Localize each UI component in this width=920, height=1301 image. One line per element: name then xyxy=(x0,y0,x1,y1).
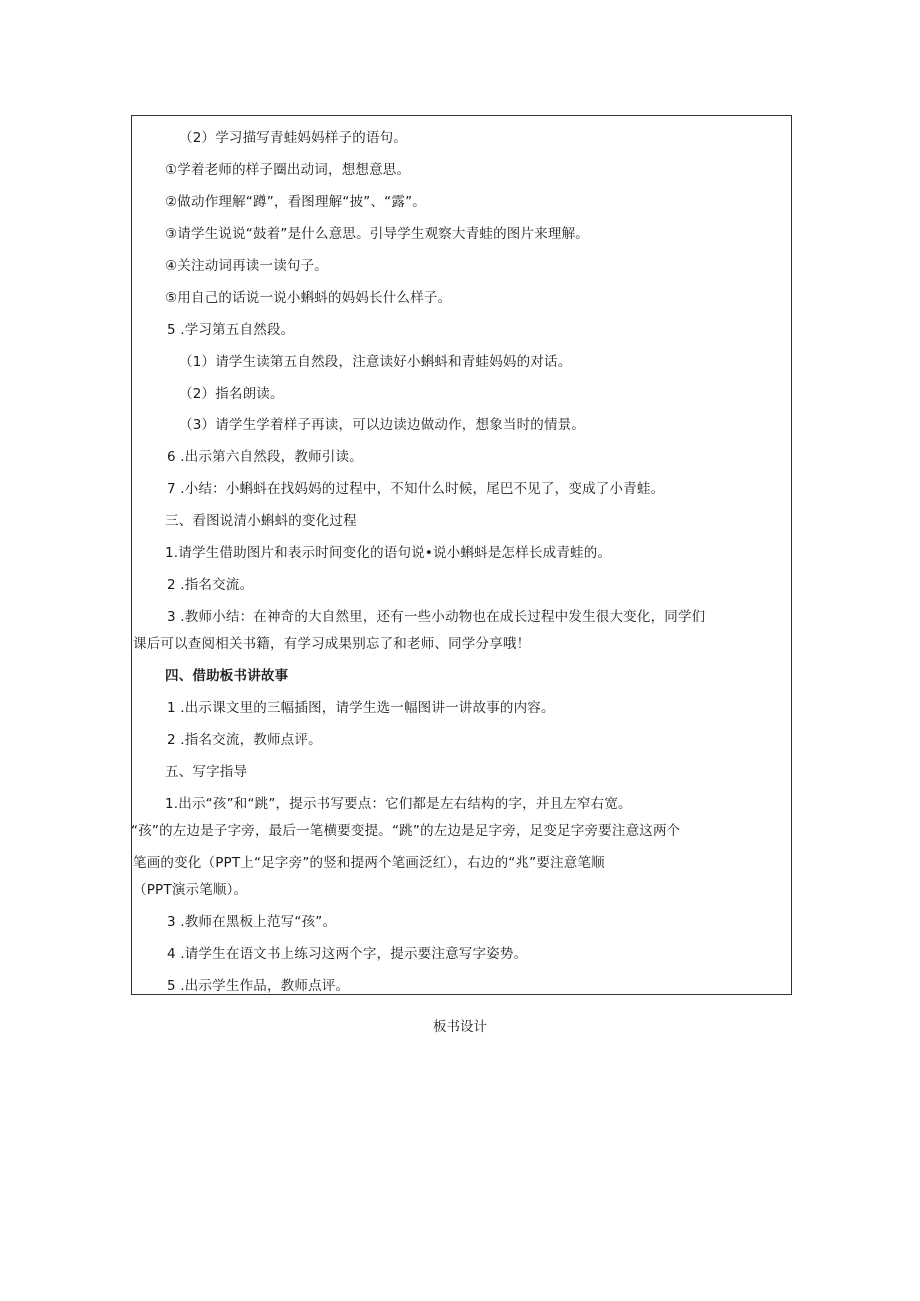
text-line: 课后可以查阅相关书籍，有学习成果别忘了和老师、同学分享哦！ xyxy=(133,636,531,652)
text-line: 5 .出示学生作品，教师点评。 xyxy=(167,978,350,994)
text-line: 7 .小结：小蝌蚪在找妈妈的过程中，不知什么时候，尾巴不见了，变成了小青蛙。 xyxy=(167,481,665,497)
section-heading: 四、借助板书讲故事 xyxy=(165,668,289,684)
text-line: ④关注动词再读一读句子。 xyxy=(165,258,329,274)
text-line: 1.请学生借助图片和表示时间变化的语句说•说小蝌蚪是怎样长成青蛙的。 xyxy=(165,545,612,561)
text-line: （2）学习描写青蛙妈妈样子的语句。 xyxy=(179,130,407,146)
text-line: （2）指名朗读。 xyxy=(179,386,284,402)
board-design-title: 板书设计 xyxy=(433,1019,487,1035)
text-line: 2 .指名交流。 xyxy=(167,577,254,593)
text-line: ③请学生说说“鼓着”是什么意思。引导学生观察大青蛙的图片来理解。 xyxy=(165,226,589,242)
text-line: 4 .请学生在语文书上练习这两个字，提示要注意写字姿势。 xyxy=(167,946,528,962)
text-line: ①学着老师的样子圈出动词，想想意思。 xyxy=(165,162,411,178)
section-heading: 五、写字指导 xyxy=(165,764,248,780)
text-line: “孩”的左边是子字旁，最后一笔横要变提。“跳”的左边是足字旁，足变足字旁要注意这两个 xyxy=(131,823,681,839)
text-line: 5 .学习第五自然段。 xyxy=(167,322,295,338)
text-line: ⑤用自己的话说一说小蝌蚪的妈妈长什么样子。 xyxy=(165,290,452,306)
section-heading: 三、看图说清小蝌蚪的变化过程 xyxy=(165,513,357,529)
text-line: 3 .教师在黑板上范写“孩”。 xyxy=(167,914,337,930)
text-line: （1）请学生读第五自然段，注意读好小蝌蚪和青蛙妈妈的对话。 xyxy=(179,354,572,370)
text-line: （PPT演示笔顺）。 xyxy=(133,882,248,898)
text-line: 1 .出示课文里的三幅插图，请学生选一幅图讲一讲故事的内容。 xyxy=(167,700,555,716)
text-line: ②做动作理解“蹲”，看图理解“披”、“露”。 xyxy=(165,194,426,210)
text-line: 笔画的变化（PPT上“足字旁”的竖和提两个笔画泛红），右边的“兆”要注意笔顺 xyxy=(133,855,605,871)
text-line: （3）请学生学着样子再读，可以边读边做动作，想象当时的情景。 xyxy=(179,417,586,433)
text-line: 2 .指名交流，教师点评。 xyxy=(167,732,322,748)
text-line: 1.出示“孩”和“跳”，提示书写要点：它们都是左右结构的字，并且左窄右宽。 xyxy=(165,796,632,812)
text-line: 3 .教师小结：在神奇的大自然里，还有一些小动物也在成长过程中发生很大变化，同学们 xyxy=(167,609,706,625)
text-line: 6 .出示第六自然段，教师引读。 xyxy=(167,449,363,465)
